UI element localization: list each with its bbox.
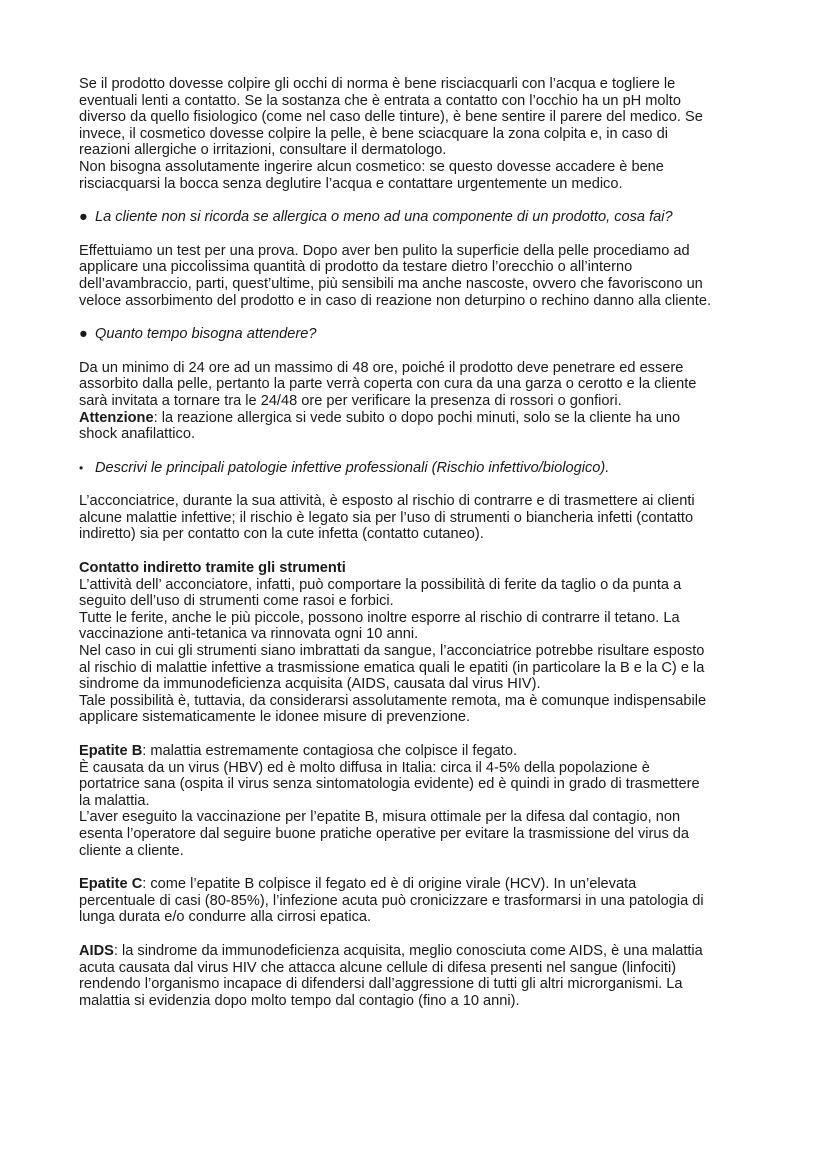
section-aids <box>79 943 758 1009</box>
attention-note <box>79 410 758 427</box>
bullet-icon: ● <box>79 326 88 343</box>
text-line: portatrice sana (ospita il virus senza sintomatologia evidente) ed è quindi in grado di trasmettere <box>79 776 700 793</box>
term-label: Epatite C <box>79 876 143 893</box>
text-span: : la sindrome da immunodeficienza acquisita, meglio conosciuta come AIDS, è una malattia <box>113 942 703 959</box>
text-line: reazioni allergiche o irritazioni, consultare il dermatologo. <box>79 142 447 159</box>
text-line: la malattia. <box>79 792 150 809</box>
text-line: percentuale di casi (80-85%), l’infezione acuta può cronicizzare e trasformarsi in una patologia di <box>79 892 704 909</box>
text-line: assorbito dalla pelle, pertanto la parte verrà coperta con cura da una garza o cerotto e la cliente <box>79 376 697 393</box>
text-line: invece, il cosmetico dovesse colpire la pelle, è bene sciacquare la zona colpita e, in caso di <box>79 125 668 142</box>
text-line: applicare sistematicamente le idonee misure di prevenzione. <box>79 709 470 726</box>
text-line: vaccinazione anti-tetanica va rinnovata ogni 10 anni. <box>79 626 419 643</box>
text-line: Nel caso in cui gli strumenti siano imbrattati da sangue, l’acconciatrice potrebbe risultare esposto <box>79 643 705 660</box>
bullet-icon: ● <box>79 209 88 226</box>
text-line: sarà invitata a tornare tra le 24/48 ore per verificare la presenza di rossori o gonfiori. <box>79 392 622 409</box>
text-span: : la reazione allergica si vede subito o dopo pochi minuti, solo se la cliente ha uno <box>153 409 681 426</box>
text-line: acuta causata dal virus HIV che attacca alcune cellule di difesa presenti nel sangue (linfociti) <box>79 959 677 976</box>
text-line: eventuali lenti a contatto. Se la sostanza che è entrata a contatto con l’occhio ha un pH molto <box>79 92 681 109</box>
text-line <box>79 876 758 893</box>
question-text: Quanto tempo bisogna attendere? <box>95 326 317 343</box>
text-line: dell’avambraccio, parti, quest’ultime, più sensibili ma anche nascoste, ovvero che favoriscono un <box>79 275 703 292</box>
text-span: : come l’epatite B colpisce il fegato ed è di origine virale (HCV). In un’elevata <box>142 876 637 893</box>
text-line: È causata da un virus (HBV) ed è molto diffusa in Italia: circa il 4-5% della popolazione è <box>79 759 650 776</box>
term-label: Epatite B <box>79 743 143 759</box>
text-line: Se il prodotto dovesse colpire gli occhi di norma è bene risciacquarli con l’acqua e togliere le <box>79 76 676 92</box>
paragraph-infective-risk <box>79 493 758 543</box>
attention-label: Attenzione <box>79 409 154 426</box>
text-line: alcune malattie infettive; il rischio è legato sia per l’uso di strumenti o biancheria infetti (contatto <box>79 509 694 526</box>
text-line: Da un minimo di 24 ore ad un massimo di 48 ore, poiché il prodotto deve penetrare ed essere <box>79 359 684 376</box>
paragraph-cosmetic-exposure <box>79 76 758 192</box>
text-line: Tutte le ferite, anche le più piccole, possono inoltre esporre al rischio di contrarre il tetano. La <box>79 609 680 626</box>
text-line: Tale possibilità è, tuttavia, da considerarsi assolutamente remota, ma è comunque indispensabile <box>79 692 707 709</box>
text-line: seguito dell’uso di strumenti come rasoi e forbici. <box>79 593 394 610</box>
paragraph-allergy-test <box>79 243 758 309</box>
text-line: diverso da quello fisiologico (come nel caso delle tinture), è bene sentire il parere del medico. Se <box>79 109 703 126</box>
text-line: Non bisogna assolutamente ingerire alcun cosmetico: se questo dovesse accadere è bene <box>79 158 664 175</box>
text-line: shock anafilattico. <box>79 426 196 443</box>
text-line: lunga durata e/o condurre alla cirrosi epatica. <box>79 909 372 926</box>
term-label: AIDS <box>79 942 114 959</box>
text-line: L’acconciatrice, durante la sua attività, è esposto al rischio di contrarre e di trasmettere ai clienti <box>79 493 695 510</box>
section-hepatitis-c <box>79 876 758 926</box>
question-text: La cliente non si ricorda se allergica o meno ad una componente di un prodotto, cosa fai? <box>95 209 673 226</box>
text-line: indiretto) sia per contatto con la cute infetta (contatto cutaneo). <box>79 526 484 543</box>
question-allergy <box>79 209 758 226</box>
text-line: applicare una piccolissima quantità di prodotto da testare dietro l’orecchio o all’interno <box>79 259 633 276</box>
text-line: al rischio di malattie infettive a trasmissione ematica quali le epatiti (in particolare la B e la C) e la <box>79 659 705 676</box>
text-line: risciacquarsi la bocca senza deglutire l’acqua e contattare urgentemente un medico. <box>79 175 623 192</box>
text-line: malattia si evidenzia dopo molto tempo dal contagio (fino a 10 anni). <box>79 992 520 1009</box>
text-line: Effettuiamo un test per una prova. Dopo aver ben pulito la superficie della pelle procediamo ad <box>79 242 690 259</box>
text-line: rendendo l’organismo incapace di difendersi dall’aggressione di tutti gli altri microrganismi. La <box>79 976 683 993</box>
text-line: esenta l’operatore dal seguire buone pratiche operative per evitare la trasmissione del virus da <box>79 825 690 842</box>
paragraph-waiting-time <box>79 360 758 443</box>
question-infective-pathologies <box>79 460 758 477</box>
text-line: cliente a cliente. <box>79 842 184 859</box>
text-line <box>79 943 758 960</box>
text-line: L’aver eseguito la vaccinazione per l’epatite B, misura ottimale per la difesa dal contagio, non <box>79 809 681 826</box>
text-line: sindrome da immunodeficienza acquisita (AIDS, causata dal virus HIV). <box>79 676 541 693</box>
question-waiting-time <box>79 326 758 343</box>
bullet-icon: • <box>79 460 84 475</box>
section-heading: Contatto indiretto tramite gli strumenti <box>79 560 346 577</box>
text-span: : malattia estremamente contagiosa che colpisce il fegato. <box>142 743 518 759</box>
section-hepatitis-b <box>79 743 758 859</box>
section-indirect-contact <box>79 560 758 726</box>
text-line <box>79 743 758 760</box>
text-line: L’attività dell’ acconciatore, infatti, può comportare la possibilità di ferite da taglio o da punta a <box>79 576 682 593</box>
question-text: Descrivi le principali patologie infettive professionali (Rischio infettivo/biologico). <box>95 459 610 476</box>
text-line: veloce assorbimento del prodotto e in caso di reazione non deturpino o rechino danno alla cliente. <box>79 292 711 309</box>
